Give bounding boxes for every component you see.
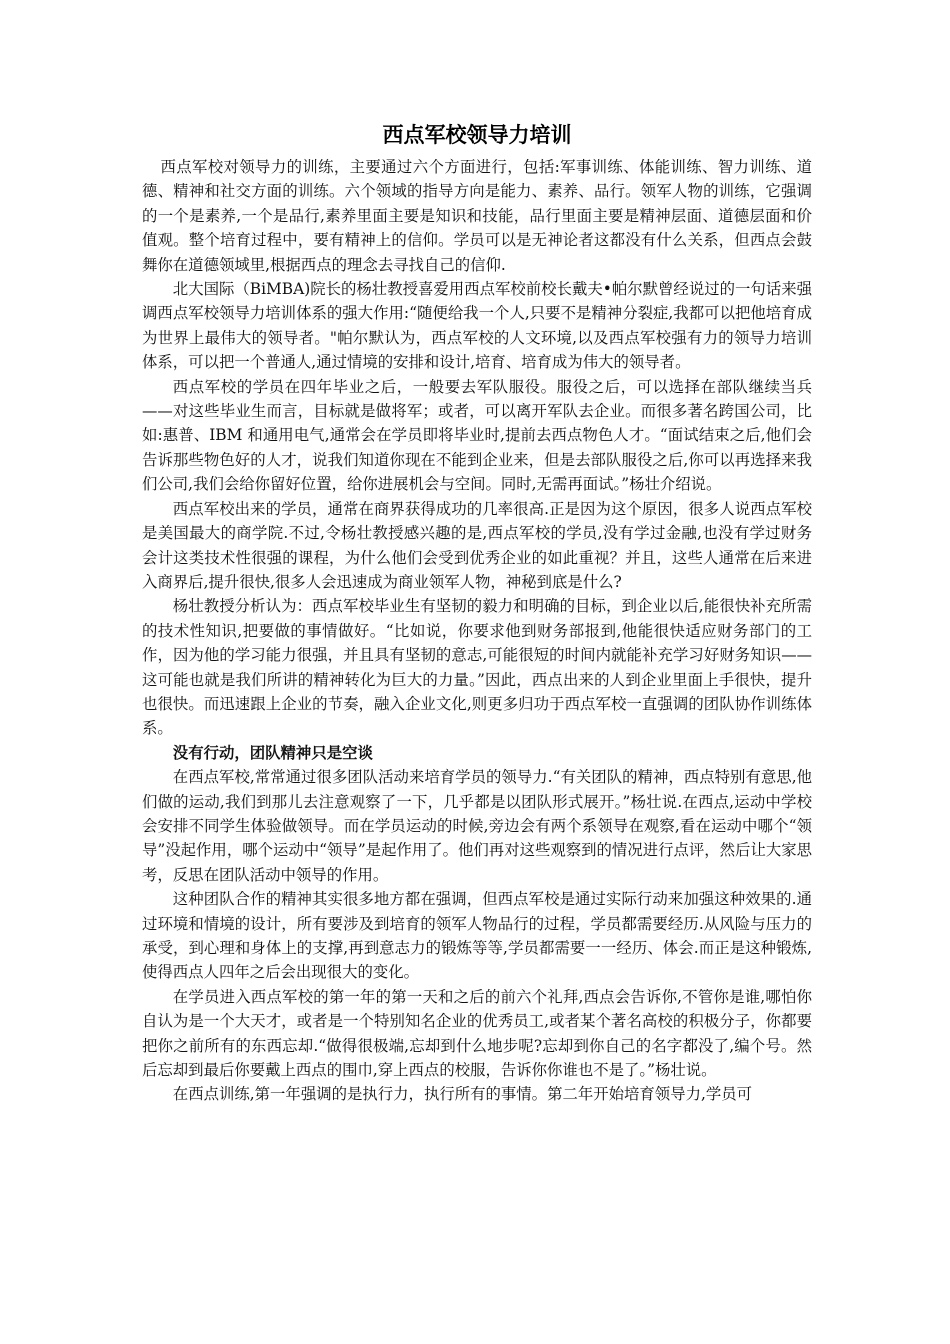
paragraph-team-spirit: 这种团队合作的精神其实很多地方都在强调，但西点军校是通过实际行动来加强这种效果的.通过环境和情境的设计，所有要涉及到培育的领军人物品行的过程，学员都需要经历.从风险与压力的承受，到心理和身体上的支撑,再到意志力的锻炼等等,学员都需要一一经历、体会.而正是这种锻炼,使得西点人四年之后会出现很大的变化。 bbox=[142, 890, 812, 982]
document-title: 西点军校领导力培训 bbox=[382, 123, 572, 147]
paragraph-palmer-quote: 北大国际（BiMBA)院长的杨壮教授喜爱用西点军校前校长戴夫•帕尔默曾经说过的一句话来强调西点军校领导力培训体系的强大作用:“随便给我一个人,只要不是精神分裂症,我都可以把他培育成为世界上最伟大的领导者。"帕尔默认为，西点军校的人文环境,以及西点军校强有力的领导力培训体系，可以把一个普通人,通过情境的安排和设计,培育、培育成为伟大的领导者。 bbox=[142, 280, 812, 372]
paragraph-analysis: 杨壮教授分析认为：西点军校毕业生有坚韧的毅力和明确的目标，到企业以后,能很快补充所需的技术性知识,把要做的事情做好。“比如说，你要求他到财务部报到,他能很快适应财务部门的工作，因为他的学习能力很强，并且具有坚韧的意志,可能很短的时间内就能补充学习好财务知识——这可能也就是我们所讲的精神转化为巨大的力量。”因此，西点出来的人到企业里面上手很快，提升也很快。而迅速跟上企业的节奏，融入企业文化,则更多归功于西点军校一直强调的团队协作训练体系。 bbox=[142, 597, 812, 738]
paragraph-after-graduation: 西点军校的学员在四年毕业之后，一般要去军队服役。服役之后，可以选择在部队继续当兵——对这些毕业生而言，目标就是做将军；或者，可以离开军队去企业。而很多著名跨国公司，比如:惠普、IBM 和通用电气,通常会在学员即将毕业时,提前去西点物色人才。“面试结束之后,他们会告诉那些物色好的人才，说我们知道你现在不能到企业来，但是去部队服役之后,你可以再选择来我们公司,我们会给你留好位置，给你进展机会与空间。同时,无需再面试。”杨壮介绍说。 bbox=[142, 377, 812, 494]
paragraph-business-success: 西点军校出来的学员，通常在商界获得成功的几率很高.正是因为这个原因，很多人说西点军校是美国最大的商学院.不过,令杨壮教授感兴趣的是,西点军校的学员,没有学过金融,也没有学过财务会计这类技术性很强的课程，为什么他们会受到优秀企业的如此重视？并且，这些人通常在后来进入商界后,提升很快,很多人会迅速成为商业领军人物，神秘到底是什么? bbox=[142, 499, 812, 591]
paragraph-team-activities: 在西点军校,常常通过很多团队活动来培育学员的领导力.“有关团队的精神，西点特别有意思,他们做的运动,我们到那儿去注意观察了一下，几乎都是以团队形式展开。”杨壮说.在西点,运动中学校会安排不同学生体验做领导。而在学员运动的时候,旁边会有两个系领导在观察,看在运动中哪个“领导”没起作用，哪个运动中“领导”是起作用了。他们再对这些观察到的情况进行点评，然后让大家思考，反思在团队活动中领导的作用。 bbox=[142, 768, 813, 884]
paragraph-intro: 西点军校对领导力的训练，主要通过六个方面进行，包括:军事训练、体能训练、智力训练、道德、精神和社交方面的训练。六个领域的指导方向是能力、素养、品行。领军人物的训练，它强调的一个是素养,一个是品行,素养里面主要是知识和技能，品行里面主要是精神层面、道德层面和价值观。整个培育过程中，要有精神上的信仰。学员可以是无神论者这都没有什么关系，但西点会鼓舞你在道德领域里,根据西点的理念去寻找自己的信仰. bbox=[142, 158, 812, 274]
paragraph-first-year: 在学员进入西点军校的第一年的第一天和之后的前六个礼拜,西点会告诉你,不管你是谁,哪怕你自认为是一个大天才，或者是一个特别知名企业的优秀员工,或者某个著名高校的积极分子，你都要把你之前所有的东西忘却.“做得很极端,忘却到什么地步呢?忘却到你自己的名字都没了,编个号。然后忘却到最后你要戴上西点的围巾,穿上西点的校服，告诉你你谁也不是了。”杨壮说。 bbox=[142, 987, 812, 1080]
section-subheading: 没有行动，团队精神只是空谈 bbox=[172, 743, 373, 762]
paragraph-training-years: 在西点训练,第一年强调的是执行力，执行所有的事情。第二年开始培育领导力,学员可 bbox=[172, 1085, 753, 1104]
